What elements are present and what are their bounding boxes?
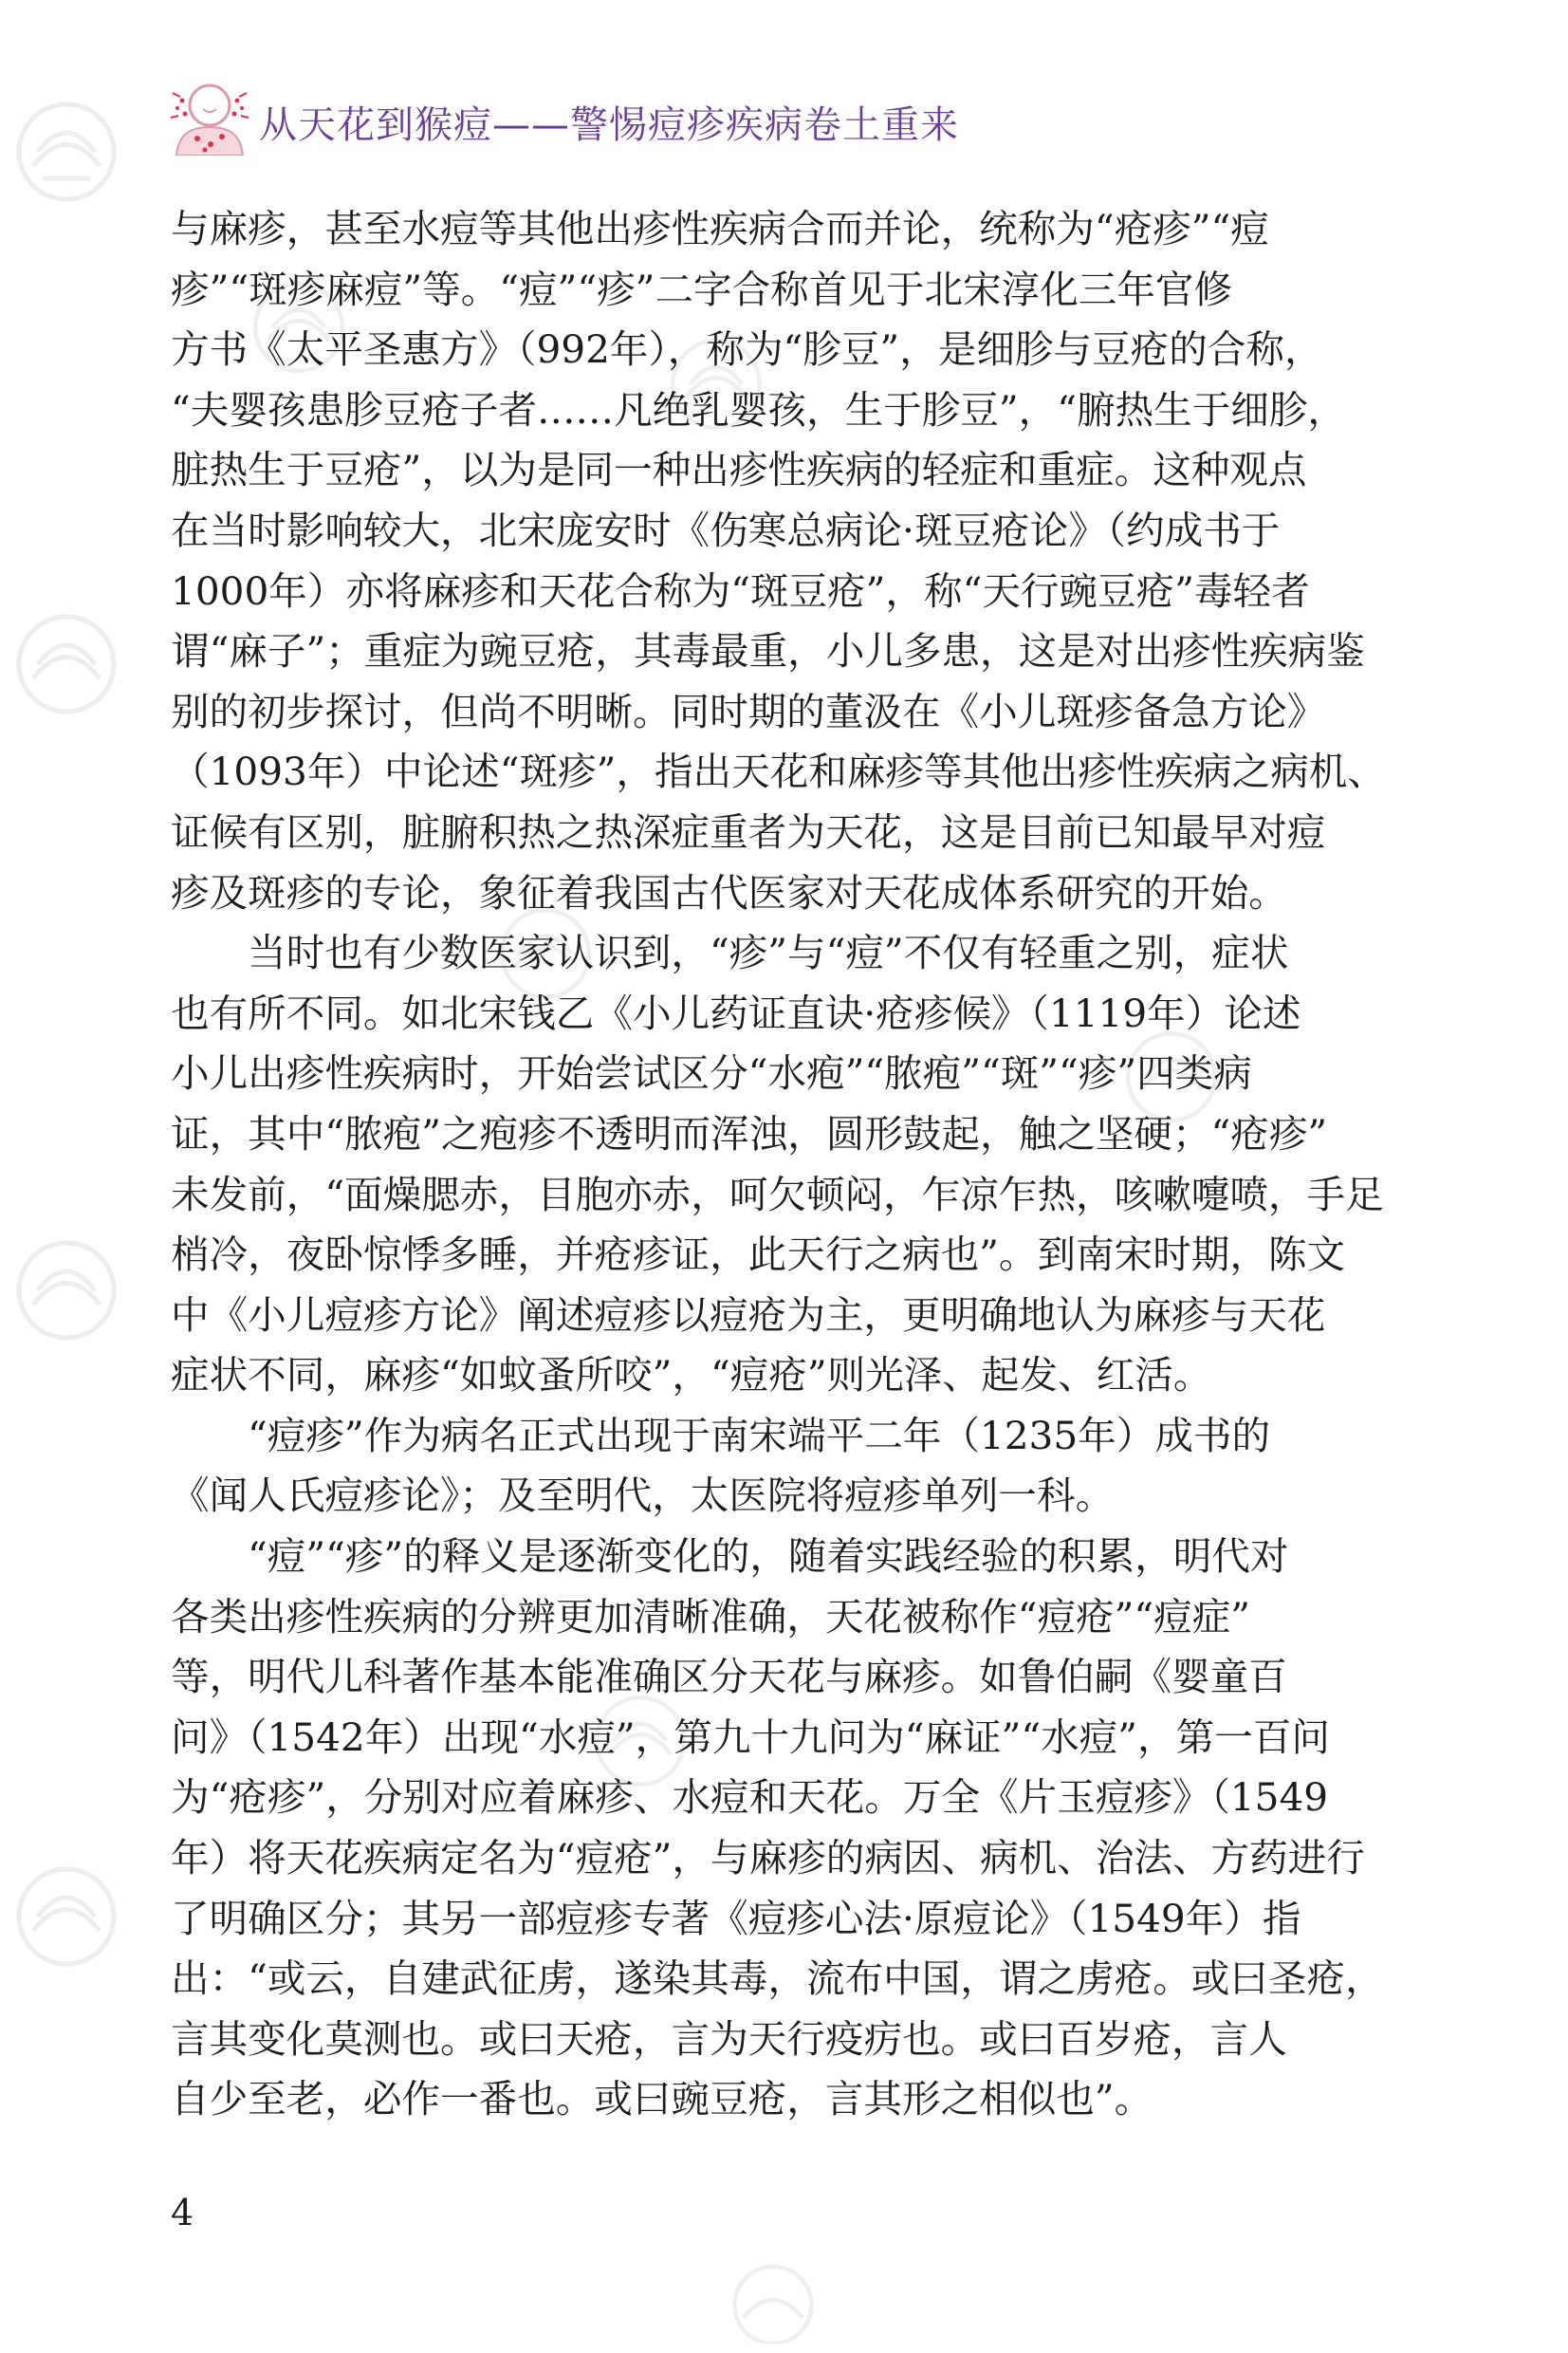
text-line: 《闻人氏痘疹论》；及至明代，太医院将痘疹单列一科。: [171, 1473, 1115, 1519]
text-line: 疹”“斑疹麻痘”等。“痘”“疹”二字合称首见于北宋淳化三年官修: [171, 266, 1233, 312]
publisher-seal-icon: [9, 1860, 123, 1973]
paragraph: [171, 199, 1386, 923]
text-line: 各类出疹性疾病的分辨更加清晰准确，天花被称作“痘疮”“痘症”: [171, 1593, 1251, 1640]
text-line: 与麻疹，甚至水痘等其他出疹性疾病合而并论，统称为“疮疹”“痘: [171, 206, 1269, 251]
text-line: 中《小儿痘疹方论》阐述痘疹以痘疮为主，更明确地认为麻疹与天花: [171, 1291, 1326, 1338]
text-line: “痘疹”作为病名正式出现于南宋端平二年（1235年）成书的: [248, 1412, 1271, 1458]
text-line: 小儿出疹性疾病时，开始尝试区分“水疱”“脓疱”“斑”“疹”四类病: [171, 1050, 1252, 1097]
text-line: 脏热生于豆疮”，以为是同一种出疹性疾病的轻症和重症。这种观点: [171, 447, 1307, 493]
text-line: 也有所不同。如北宋钱乙《小儿药证直诀·疮疹候》（1119年）论述: [171, 990, 1301, 1036]
child-with-rash-icon: [169, 80, 250, 156]
text-line: 出：“或云，自建武征虏，遂染其毒，流布中国，谓之虏疮。或曰圣疮，: [171, 1955, 1384, 2002]
publisher-seal-icon: [9, 1233, 123, 1347]
text-line: 证候有区别，脏腑积热之热深症重者为天花，这是目前已知最早对痘: [171, 808, 1326, 855]
text-line: 谓“麻子”；重症为豌豆疮，其毒最重，小儿多患，这是对出疹性疾病鉴: [171, 628, 1365, 675]
publisher-seal-icon: [721, 2258, 825, 2344]
text-line: 别的初步探讨，但尚不明晰。同时期的董汲在《小儿斑疹备急方论》: [171, 688, 1326, 734]
text-line: 了明确区分；其另一部痘疹专著《痘疹心法·原痘论》（1549年）指: [171, 1895, 1301, 1941]
text-line: “痘”“疹”的释义是逐渐变化的，随着实践经验的积累，明代对: [248, 1533, 1289, 1580]
publisher-seal-icon: [9, 95, 123, 209]
text-line: 当时也有少数医家认识到，“疹”与“痘”不仅有轻重之别，症状: [248, 930, 1289, 976]
page-number: 4: [171, 2192, 194, 2233]
paragraph: [171, 923, 1384, 1406]
paragraph: [171, 1527, 1384, 2130]
text-line: 方书《太平圣惠方》（992年），称为“胗豆”，是细胗与豆疮的合称，: [171, 326, 1323, 373]
text-line: 疹及斑疹的专论，象征着我国古代医家对天花成体系研究的开始。: [171, 869, 1287, 916]
text-line: 年）将天花疾病定名为“痘疮”，与麻疹的病因、病机、治法、方药进行: [171, 1835, 1365, 1881]
text-line: 梢冷，夜卧惊悸多睡，并疮疹证，此天行之病也”。到南宋时期，陈文: [171, 1232, 1346, 1278]
text-line: 证，其中“脓疱”之疱疹不透明而浑浊，圆形鼓起，触之坚硬；“疮疹”: [171, 1110, 1328, 1157]
text-line: 言其变化莫测也。或曰天疮，言为天行疫疠也。或曰百岁疮，言人: [171, 2015, 1287, 2062]
publisher-seal-icon: [9, 607, 123, 721]
text-line: 等，明代儿科著作基本能准确区分天花与麻疹。如鲁伯嗣《婴童百: [171, 1654, 1287, 1700]
text-line: 未发前，“面燥腮赤，目胞亦赤，呵欠顿闷，乍凉乍热，咳嗽嚏喷，手足: [171, 1171, 1384, 1217]
text-line: “夫婴孩患胗豆疮子者……凡绝乳婴孩，生于胗豆”，“腑热生于细胗，: [171, 386, 1346, 433]
text-line: 自少至老，必作一番也。或曰豌豆疮，言其形之相似也”。: [171, 2076, 1153, 2122]
text-line: 问》（1542年）出现“水痘”，第九十九问为“麻证”“水痘”，第一百问: [171, 1714, 1330, 1760]
paragraph: [171, 1406, 1375, 1527]
body-text: [171, 199, 1386, 2130]
text-line: 在当时影响较大，北宋庞安时《伤寒总病论·斑豆疮论》（约成书于: [171, 507, 1281, 553]
text-line: （1093年）中论述“斑疹”，指出天花和麻疹等其他出疹性疾病之病机、: [171, 749, 1386, 795]
text-line: 为“疮疹”，分别对应着麻疹、水痘和天花。万全《片玉痘疹》（1549: [171, 1774, 1329, 1821]
running-header-title: 从天花到猴痘——警惕痘疹疾病卷土重来: [259, 103, 959, 147]
text-line: 症状不同，麻疹“如蚊蚤所咬”，“痘疮”则光泽、起发、红活。: [171, 1352, 1212, 1399]
text-line: 1000年）亦将麻疹和天花合称为“斑豆疮”，称“天行豌豆疮”毒轻者: [171, 567, 1310, 614]
